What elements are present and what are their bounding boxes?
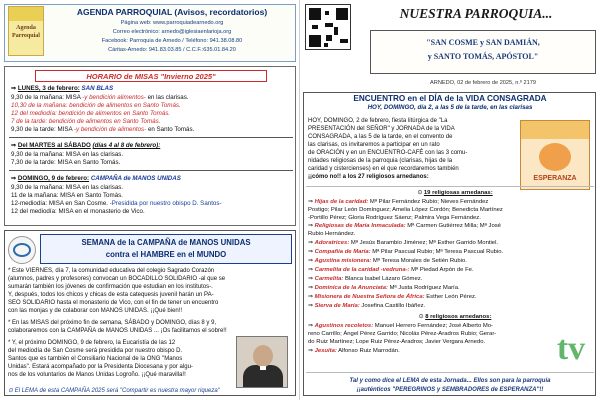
religiosa-line: ⇒ Carmelita: Blanca Isabel Lázaro Gómez. [308,276,423,282]
religiosa-line: ⇒ Compañía de María: Mª Pilar Pascual Rubio; Mª Teresa Pascual Rubio. [308,249,504,255]
lunes-line-4: 7 de la tarde: bendición de alimentos en Santo Tomás. [11,118,161,125]
qr-code[interactable] [305,4,351,50]
lunes-heading: ⇒ LUNES, 3 de febrero: SAN BLAS [11,85,114,92]
religiosa-line: ⇒ Hijas de la caridad: Mª Pilar Fernández Rubio; Nieves Fernández [308,199,489,205]
encuentro-intro-line: PRESENTACIÓN del SEÑOR" y JORNADA de la VIDA [308,126,455,132]
poster-text: ESPERANZA [533,175,577,182]
religioso-line: reno Carrillo; Ángel Pérez Garrido; Nicolás Pérez-Aradros Rubio; Gerar- [308,331,497,337]
domingo-line-2: 11 de la mañana: MISA en Santo Tomás. [11,192,123,199]
religiosa-line: ⇒ Agustina misionera: Mª Teresa Morales de Setién Rubio. [308,258,467,264]
horario-title: HORARIO de MISAS "Invierno 2025" [35,70,267,82]
parish-name-line-2: y SANTO TOMÁS, APÓSTOL" [427,52,539,61]
lunes-line-5: 9,30 de la tarde: MISA -y bendición de alimentos- en Santo Tomás. [11,126,195,133]
logo-text-parroquial: Parroquial [12,33,40,39]
agenda-facebook: Facebook: Parroquia de Arnedo / Teléfono: 941.38.08.80 [101,38,243,44]
mu-p1-line: Y, después, todos los chicos y chicas de esta catequesis juvenil harán un PA- [8,292,214,298]
mu-p1-line: con las monjas y de colaborar con MANOS UNIDAS. ¡¡Qué bien!! [8,308,183,314]
horario-separator [9,137,293,138]
domingo-line-4: 12 del mediodía: MISA en el monasterio de Vico. [11,208,145,215]
bishop-photo [236,336,288,388]
parish-name-line-1: "SAN COSME y SAN DAMIÁN, [426,38,540,47]
mu-lema: ⊙ El LEMA de esta CAMPAÑA 2025 será "Compartir es nuestra mayor riqueza" [8,388,220,394]
agenda-web-link[interactable]: Página web: www.parroquiadearnedo.org [120,20,224,26]
mu-p1-line: sumarán también los jóvenes de confirmación que estudian en los institutos-. [8,284,213,290]
religiosa-line: ⇒ Dominica de la Anunciata: Mª Justa Rodríguez María. [308,285,460,291]
heading-19-religiosas: ⊙ 19 religiosas arnedanas: [417,190,493,196]
encuentro-intro-line: caridad y cistercienses) en el que recordaremos también [308,166,459,172]
encuentro-intro-line: de ORACIÓN y en un ENCUENTRO-CAFÉ con las 3 comu- [308,150,468,156]
agenda-parroquial-logo [8,6,44,56]
manos-unidas-title-2: contra el HAMBRE en el MUNDO [105,250,227,259]
manos-unidas-title-1: SEMANA de la CAMPAÑA de MANOS UNIDAS [81,238,251,247]
horario-separator [9,170,293,171]
religiosa-line: ⇒ Adoratrices: Mª Jesús Barambio Jiménez; Mª Esther Garrido Montiel. [308,240,499,246]
religioso-line: ⇒ Jesuita: Alfonso Ruiz Marrodán. [308,348,400,354]
mu-p1-line: * Este VIERNES, día 7, la comunidad educativa del colegio Sagrado Corazón [8,268,215,274]
nuestra-parroquia-title: NUESTRA PARROQUIA... [399,6,553,21]
logo-text-agenda: Agenda [16,25,36,31]
agenda-email[interactable]: Correo electrónico: arnedo@iglesiaenlarioja.org [112,29,232,35]
encuentro-intro-line: HOY, DOMINGO, 2 de febrero, fiesta litúrgica de "La [308,118,448,124]
mu-p3-line: * Y, el próximo DOMINGO, 9 de febrero, la Eucaristía de las 12 [8,340,176,346]
encuentro-intro-line: nidades religiosas de la parroquia (clarisas, hijas de la [308,158,453,164]
mu-p2-line: * En las MISAS del próximo fin de semana, SÁBADO y DOMINGO, días 8 y 9, [8,320,217,326]
encuentro-separator [306,372,594,373]
religiosa-line: Postigo; Pilar León Domínguez; Amelia López Cordón; Benedicta Martínez [308,207,503,213]
mu-p3-line: Unidas". Estará acompañado por la Presidenta Diocesana y por algu- [8,364,193,370]
vida-consagrada-poster [520,120,590,190]
mu-p1-line: (alumnos, padres y profesores) convocan un BOCADILLO SOLIDARIO -al que se [8,276,226,282]
martes-line-2: 7,30 de la tarde: MISA en Santo Tomás. [11,159,121,166]
domingo-heading: ⇒ DOMINGO, 9 de febrero: CAMPAÑA de MANOS UNIDAS [11,175,181,182]
martes-heading: ⇒ Del MARTES al SÁBADO (días 4 al 8 de febrero): [11,142,161,149]
mu-p2-line: colaboraremos con la CAMPAÑA de MANOS UNIDAS ... ¡Os facilitamos el sobre!! [8,328,227,334]
religioso-line: ⇒ Agustinos recoletos: Manuel Herrero Fernández; José Alberto Mo- [308,323,494,329]
encuentro-footer-1: Tal y como dice el LEMA de esta Jornada... Ellos son para la parroquia [349,378,551,384]
religiosa-line: ⇒ Carmelita de la caridad -vedruna-: Mª Piedad Arpón de Fe. [308,267,474,273]
encuentro-title: ENCUENTRO en el DÍA de la VIDA CONSAGRADA [353,94,547,103]
domingo-line-1: 9,30 de la mañana: MISA en las clarisas. [11,184,124,191]
religiosa-line: ⇒ Misionera de Nuestra Señora de África: Esther León Pérez. [308,294,477,300]
encuentro-intro-line: ¡¡cómo no!! a los 27 religiosos arnedanos: [308,174,429,180]
tv-watermark-logo: tv [556,330,586,367]
mu-p3-line: del mediodía de San Cosme será presidida por nuestro obispo D. [8,348,183,354]
mu-p3-line: nos de los voluntarios de Manos Unidas Logroño. ¡¡Qué maravilla!! [8,372,186,378]
manos-unidas-logo [8,236,36,264]
agenda-title: AGENDA PARROQUIAL (Avisos, recordatorios) [76,7,268,17]
lunes-line-3: 12 del mediodía: bendición de alimentos en Santo Tomás. [11,110,171,117]
encuentro-subtitle: HOY, DOMINGO, día 2, a las 5 de la tarde, en las clarisas [367,104,533,111]
martes-line-1: 9,30 de la mañana: MISA en las clarisas. [11,151,124,158]
lunes-line-2: 10,30 de la mañana: bendición de alimentos en Santo Tomás. [11,102,181,109]
mu-p1-line: SEO SOLIDARIO hasta el monasterio de Vico, con el fin de tener un encuentro [8,300,219,306]
encuentro-separator [306,186,594,187]
horario-box [4,66,296,226]
encuentro-intro-line: CONSAGRADA, a las 5 de la tarde, en el convento de [308,134,453,140]
religiosa-line: ⇒ Religiosas de María Inmaculada: Mª Carmen Gutiérrez Milla; Mª José [308,223,501,229]
religiosa-line: ⇒ Sierva de María: Josefina Castillo Ibáñez. [308,303,426,309]
religioso-line: do Ruiz Martínez; Lope Ruiz Pérez-Aradros; Javier Vergara Arnedo. [308,339,486,345]
religiosa-line: -Portillo Pérez; Gloria Rodríguez Sáenz; Palmira Vega Fernández. [308,215,481,221]
encuentro-intro-line: las clarisas, os invitaremos a participar en un rato [308,142,440,148]
domingo-line-3: 12-mediodía: MISA en San Cosme. -Presidida por nuestro obispo D. Santos- [11,200,222,207]
encuentro-footer-2: ¡¡auténticos "PEREGRINOS y SEMBRADORES de ESPERANZA"!! [356,387,544,393]
agenda-caritas: Cáritas-Arnedo: 941.83.03.85 / C.C.F.:635.01.84.20 [108,47,236,53]
lunes-line-1: 9,30 de la mañana: MISA -y bendición alimentos- en las clarisas. [11,94,189,101]
mu-p3-line: Santos que es también el Consiliario Nacional de la ONG "Manos [8,356,183,362]
religiosa-line: Rubio Hernández. [308,231,356,237]
page-divider [299,0,300,400]
heading-8-religiosos: ⊙ 8 religiosos arnedanos: [418,314,492,320]
issue-date: ARNEDO, 02 de febrero de 2025, n.º 2179 [430,80,536,86]
